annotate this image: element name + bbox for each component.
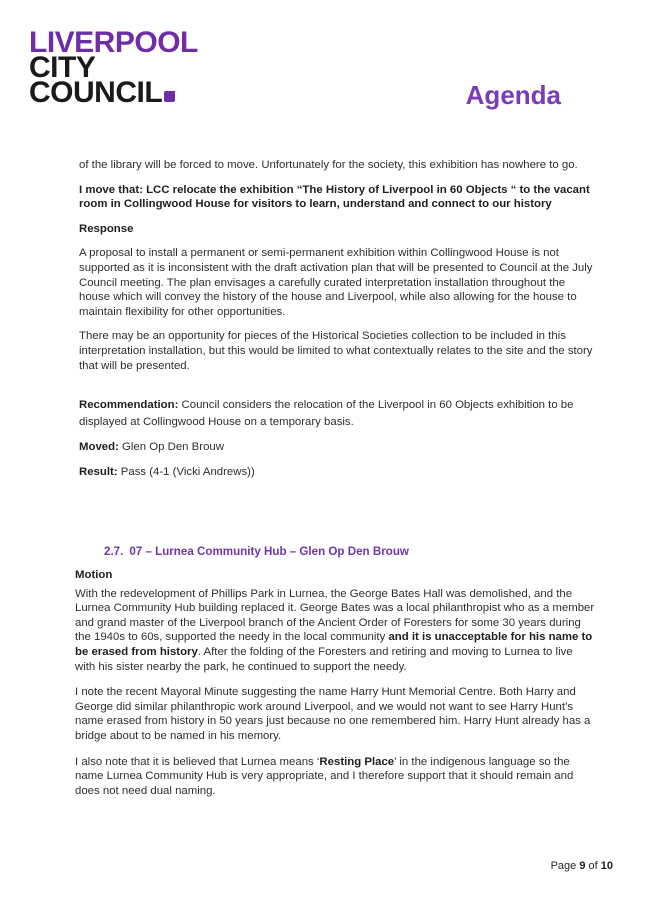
main-content (79, 158, 593, 489)
page-current: 9 (579, 860, 586, 872)
motion-heading: Motion (75, 569, 113, 581)
motion-paragraph-1 (75, 587, 595, 675)
motion-paragraph-3 (75, 755, 595, 799)
moved-label: Moved: (79, 441, 119, 454)
logo-block-icon (164, 91, 175, 102)
section-title: 07 – Lurnea Community Hub – Glen Op Den Brouw (129, 545, 409, 558)
page-label: Page (550, 860, 580, 872)
logo-line-council-text: COUNCIL (29, 76, 163, 109)
logo-line-liverpool: LIVERPOOL (29, 26, 198, 59)
recommendation-label: Recommendation: (79, 399, 179, 412)
motion-section (75, 568, 595, 809)
motion-p3-text-b: ’ in the indigenous language so the name Lurnea Community Hub is very appropriate, and I therefore support that it should remain and does not need dual naming. (75, 755, 574, 797)
motion-p3-bold: Resting Place (319, 755, 395, 768)
motion-statement: I move that: LCC relocate the exhibition “The History of Liverpool in 60 Objects “ to the vacant room in Collingwood House for visitors to learn, understand and connect to our history (79, 183, 590, 211)
result-value: Pass (4-1 (Vicki Andrews)) (117, 466, 255, 479)
response-paragraph-2: There may be an opportunity for pieces of the Historical Societies collection to be included in this interpretation installation, but this would be limited to what contextually relates to the site and the story that will be presented. (79, 330, 593, 372)
result (79, 464, 593, 481)
council-logo (29, 26, 198, 109)
page-of-label: of (585, 860, 601, 872)
logo-line-city: CITY (29, 51, 96, 84)
response-heading: Response (79, 222, 134, 235)
recommendation-text: Council considers the relocation of the Liverpool in 60 Objects exhibition to be displayed at Collingwood House on a temporary basis. (79, 399, 574, 429)
section-number: 2.7. (104, 545, 124, 558)
section-heading (104, 545, 415, 558)
moved-value: Glen Op Den Brouw (118, 441, 224, 454)
page-footer (551, 860, 613, 872)
motion-p1-text-b: . After the folding of the Foresters and retiring and moving to Lurnea to live with his sister nearby the park, he continued to support the needy. (75, 645, 573, 673)
logo-line-council (29, 76, 198, 109)
recommendation-block (79, 397, 593, 481)
response-paragraph-1: A proposal to install a permanent or semi-permanent exhibition within Collingwood House is not supported as it is inconsistent with the draft activation plan that will be presented to Council at the July Council meeting. The plan envisages a carefully curated interpretation installation throughout the house which will convey the history of the house and Liverpool, while also allowing for the house to maintain flexibility for other opportunities. (79, 247, 593, 318)
intro-paragraph: of the library will be forced to move. Unfortunately for the society, this exhibition has nowhere to go. (79, 159, 578, 171)
motion-paragraph-2: I note the recent Mayoral Minute suggesting the name Harry Hunt Memorial Centre. Both Harry and George did similar philanthropic work around Liverpool, and we would not want to see Harry Hunt’s name erased from history in 50 years just because no one remembered him. Harry Hunt already has a bridge about to be named in his memory. (75, 686, 591, 742)
motion-p3-text-a: I also note that it is believed that Lurnea means ‘ (75, 755, 320, 768)
document-title: Agenda (465, 80, 561, 110)
recommendation (79, 397, 593, 431)
page-total: 10 (600, 860, 613, 872)
motion-p1-text-a: With the redevelopment of Phillips Park in Lurnea, the George Bates Hall was demolished, and the Lurnea Community Hub building replaced it. George Bates was a local philanthropist who as a member and grand master of the Liverpool branch of the Ancient Order of Foresters for some 30 years during the 1940s to 60s, supported the needy in the local community (75, 587, 595, 644)
motion-p1-bold: and it is unacceptable for his name to be erased from history (75, 631, 593, 658)
moved (79, 439, 593, 456)
result-label: Result: (79, 466, 118, 479)
